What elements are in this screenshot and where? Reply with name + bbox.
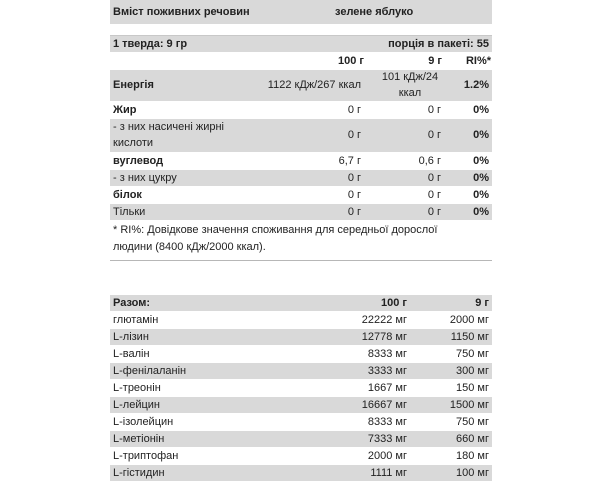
nutrient-per100: 1122 кДж/267 ккал	[267, 79, 361, 91]
nutrient-name: - з них насичені жирні	[113, 121, 224, 133]
spacer	[110, 25, 492, 36]
footnote	[110, 221, 492, 261]
servings-per-pack: порція в пакеті: 55	[388, 38, 489, 50]
nutrient-ri: 1.2%	[463, 79, 489, 91]
nutrient-ri: 0%	[473, 155, 489, 167]
column-per100: 100 г	[338, 55, 364, 67]
amino-row	[110, 431, 492, 448]
amino-header-per-serving: 9 г	[475, 297, 489, 309]
nutrient-per-serving: 0 г	[427, 172, 441, 184]
nutrition-column-header	[110, 53, 492, 70]
amino-name: L-валін	[113, 348, 150, 360]
nutrient-per-serving: 0 г	[427, 189, 441, 201]
amino-name: L-гістидин	[113, 467, 165, 479]
nutrition-header-row	[110, 0, 492, 25]
nutrient-per100: 0 г	[347, 189, 361, 201]
serving-row	[110, 36, 492, 53]
amino-row	[110, 312, 492, 329]
nutrient-row-carbs	[110, 153, 492, 170]
serving-size: 1 тверда: 9 гр	[113, 38, 188, 50]
nutrient-ri: 0%	[473, 189, 489, 201]
amino-per100: 8333 мг	[367, 348, 407, 360]
amino-per100: 1111 мг	[370, 467, 407, 479]
nutrient-per-serving: 0 г	[427, 129, 441, 141]
nutrient-ri: 0%	[473, 129, 489, 141]
amino-name: L-ізолейцин	[113, 416, 174, 428]
amino-per-serving: 180 мг	[456, 450, 489, 462]
nutrient-name: вуглевод	[113, 155, 164, 167]
amino-row	[110, 329, 492, 346]
footnote-text-cont: людини (8400 кДж/2000 ккал).	[113, 241, 266, 253]
amino-row	[110, 465, 492, 482]
nutrient-per100: 0 г	[347, 104, 361, 116]
nutrient-name: Енергія	[113, 79, 154, 91]
amino-per100: 8333 мг	[367, 416, 407, 428]
nutrient-name: Тільки	[113, 206, 146, 218]
nutrient-name: білок	[113, 189, 142, 201]
nutrient-row-saturated	[110, 119, 492, 153]
nutrient-row-energy	[110, 70, 492, 102]
amino-name: L-лізин	[113, 331, 149, 343]
amino-row	[110, 397, 492, 414]
nutrient-ri: 0%	[473, 206, 489, 218]
nutrient-ri: 0%	[473, 104, 489, 116]
amino-name: глютамін	[113, 314, 159, 326]
amino-per100: 12778 мг	[361, 331, 407, 343]
section-gap	[110, 261, 492, 295]
nutrient-name: - з них цукру	[113, 172, 177, 184]
amino-row	[110, 448, 492, 465]
nutrient-per100: 0 г	[347, 172, 361, 184]
footnote-text: * RI%: Довідкове значення споживання для середньої дорослої	[113, 224, 438, 236]
amino-name: L-триптофан	[113, 450, 179, 462]
amino-per100: 22222 мг	[361, 314, 407, 326]
nutrition-title: Вміст поживних речовин	[113, 6, 250, 18]
nutrient-per-serving: 0 г	[427, 206, 441, 218]
nutrient-per100: 0 г	[347, 206, 361, 218]
amino-per100: 3333 мг	[367, 365, 407, 377]
nutrient-per-serving-cont: ккал	[398, 87, 422, 99]
amino-header-per100: 100 г	[381, 297, 407, 309]
amino-row	[110, 346, 492, 363]
amino-row	[110, 363, 492, 380]
amino-name: L-лейцин	[113, 399, 160, 411]
amino-per-serving: 2000 мг	[449, 314, 489, 326]
amino-per-serving: 750 мг	[456, 348, 489, 360]
amino-per-serving: 660 мг	[456, 433, 489, 445]
amino-header-label: Разом:	[113, 297, 151, 309]
amino-name: L-метіонін	[113, 433, 165, 445]
nutrient-row-fat	[110, 102, 492, 119]
amino-header-row	[110, 295, 492, 312]
flavor-label: зелене яблуко	[335, 6, 414, 18]
nutrient-name-cont: кислоти	[113, 137, 154, 149]
amino-per-serving: 300 мг	[456, 365, 489, 377]
amino-row	[110, 380, 492, 397]
nutrient-name: Жир	[113, 104, 137, 116]
amino-per100: 7333 мг	[367, 433, 407, 445]
nutrient-per-serving: 101 кДж/24	[381, 71, 439, 83]
amino-row	[110, 414, 492, 431]
nutrient-row-salt	[110, 204, 492, 221]
amino-per-serving: 1150 мг	[450, 331, 489, 343]
amino-per-serving: 100 мг	[456, 467, 489, 479]
amino-per-serving: 150 мг	[456, 382, 489, 394]
column-ri: RI%*	[465, 55, 491, 67]
nutrient-per-serving: 0,6 г	[418, 155, 441, 167]
column-per-serving: 9 г	[428, 55, 442, 67]
amino-name: L-треонін	[113, 382, 161, 394]
nutrient-row-protein	[110, 187, 492, 204]
amino-per100: 16667 мг	[361, 399, 407, 411]
amino-per100: 2000 мг	[367, 450, 407, 462]
amino-name: L-фенілаланін	[113, 365, 187, 377]
nutrient-per-serving: 0 г	[427, 104, 441, 116]
nutrient-per100: 6,7 г	[338, 155, 361, 167]
nutrient-ri: 0%	[473, 172, 489, 184]
amino-per-serving: 750 мг	[456, 416, 489, 428]
amino-per-serving: 1500 мг	[449, 399, 489, 411]
nutrition-facts	[110, 0, 492, 482]
nutrient-row-sugar	[110, 170, 492, 187]
amino-per100: 1667 мг	[367, 382, 407, 394]
nutrient-per100: 0 г	[347, 129, 361, 141]
